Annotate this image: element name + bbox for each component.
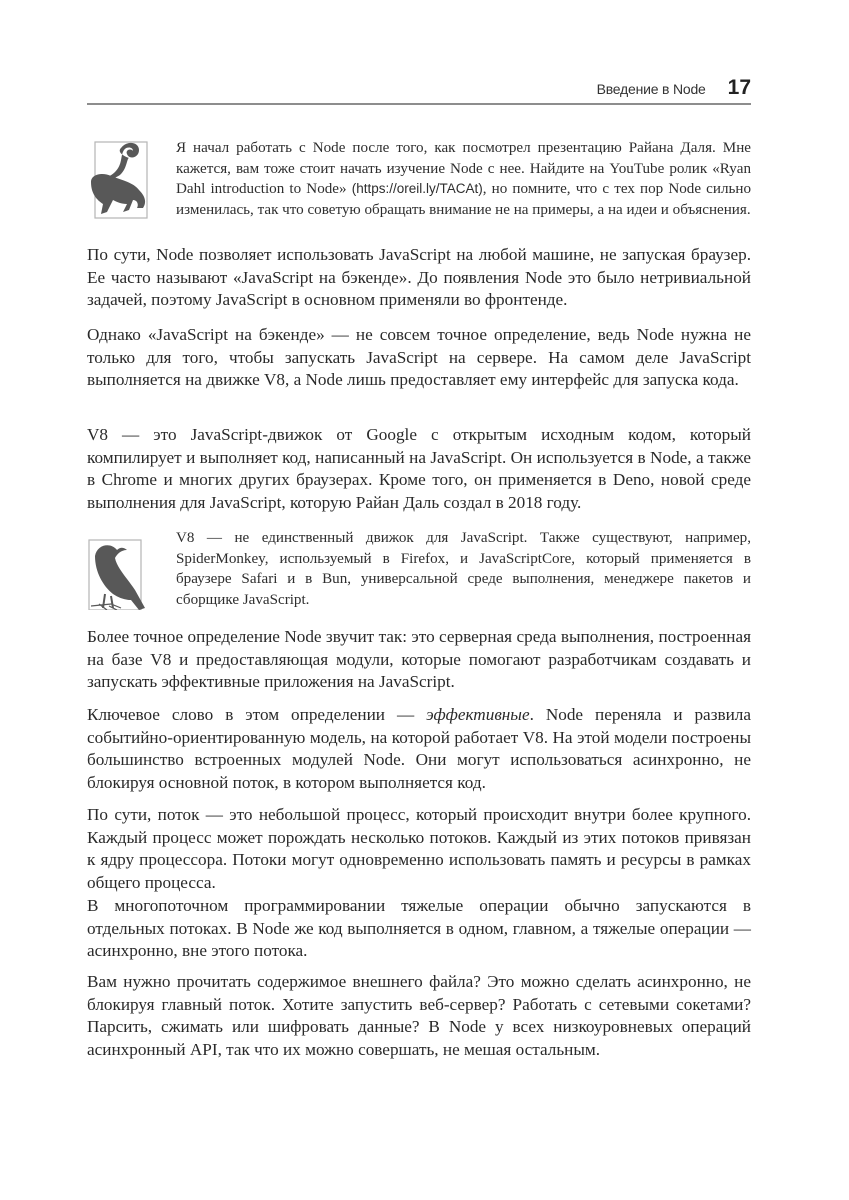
paragraph: По сути, поток — это небольшой процесс, который происходит внутри более крупного. Каждый процесс может порождать несколько потоков. Каждый из этих потоков привязан к ядру процессора. Потоки могут одновременно использовать память и ресурсы в рамках общего процесса. — [87, 805, 751, 892]
paragraph: В многопоточном программировании тяжелые операции обычно запускаются в отдельных потоках. В Node же код выполняется в одном, главном, а тяжелые операции — асинхронно, вне этого потока. — [87, 896, 751, 961]
info-note — [87, 528, 751, 610]
paragraph: Более точное определение Node звучит так: это серверная среда выполнения, построенная на базе V8 и предоставляющая модули, которые помогают разработчикам создавать и запускать эффективные приложения на JavaScript. — [87, 627, 751, 692]
crow-icon — [87, 528, 149, 610]
paragraph: Однако «JavaScript на бэкенде» — не совсем точное определение, ведь Node нужна не только для того, чтобы запускать JavaScript на сервере. На самом деле JavaScript выполняется на движке V8, а Node лишь предоставляет ему интерфейс для запуска кода. — [87, 325, 751, 390]
paragraph: Ключевое слово в этом определении — эффективные. Node переняла и развила событийно-ориентированную модель, на которой работает V8. На этой модели построены большинство встроенных модулей Node. Они могут использоваться асинхронно, не блокируя основной поток, в котором выполняется код. — [87, 705, 751, 792]
emphasis: эффективные — [426, 705, 530, 724]
section-title: Введение в Node — [596, 81, 706, 97]
header-rule — [87, 103, 751, 105]
video-link[interactable]: (https://oreil.ly/TACAt) — [351, 181, 483, 197]
paragraph: По сути, Node позволяет использовать JavaScript на любой машине, не запуская браузер. Ее часто называют «JavaScript на бэкенде». До появления Node это было нетривиальной задачей, поэтому JavaScript в основном применяли во фронтенде. — [87, 245, 751, 310]
note-text: V8 — не единственный движок для JavaScript. Также существуют, например, SpiderMonkey, используемый в Firefox, и JavaScriptCore, который применяется в браузере Safari и в Bun, универсальной среде выполнения, менеджере пакетов и сборщике JavaScript. — [176, 530, 751, 608]
paragraph: Вам нужно прочитать содержимое внешнего файла? Это можно сделать асинхронно, не блокируя главный поток. Хотите запустить веб-сервер? Работать с сетевыми сокетами? Парсить, сжимать или шифровать данные? В Node у всех низкоуровневых операций асинхронный API, так что их можно совершать, не мешая остальным. — [87, 972, 751, 1059]
note-text: Я начал работать с Node после того, как посмотрел презентацию Райана Даля. Мне кажется, вам тоже стоит начать изучение Node с нее. Найдите на YouTube ролик «Ryan Dahl introduction to Node» (https://oreil.ly/TACAt), но помните, что с тех пор Node сильно изменилась, так что советую обращать внимание не на примеры, а на идеи и объяснения. — [176, 140, 751, 218]
paragraph: V8 — это JavaScript-движок от Google с открытым исходным кодом, который компилирует и выполняет код, написанный на JavaScript. Он используется в Node, а также в Chrome и многих других браузерах. Кроме того, он применяется в Deno, новой среде выполнения для JavaScript, которую Райан Даль создал в 2018 году. — [87, 425, 751, 512]
tip-note — [87, 138, 751, 220]
lemur-icon — [87, 138, 149, 220]
running-header — [597, 76, 751, 100]
page-number: 17 — [727, 76, 751, 99]
